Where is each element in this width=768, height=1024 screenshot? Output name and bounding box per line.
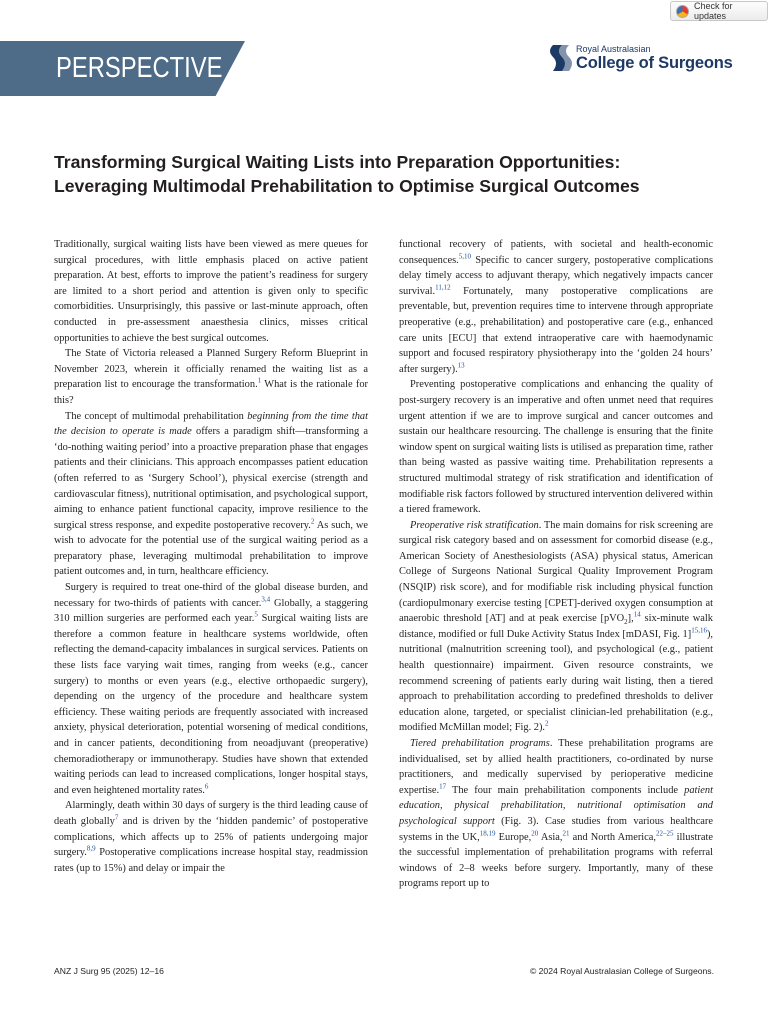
- right-column: [399, 237, 713, 892]
- article-title: [54, 150, 724, 198]
- logo-subtitle: Royal Australasian: [576, 44, 651, 54]
- citation-link[interactable]: 5,10: [458, 252, 471, 261]
- citation-link[interactable]: 14: [633, 610, 641, 619]
- citation-link[interactable]: 20: [531, 829, 539, 838]
- citation-link[interactable]: 2: [310, 517, 315, 526]
- citation-link[interactable]: 22–25: [656, 829, 674, 838]
- paragraph: Traditionally, surgical waiting lists have been viewed as mere queues for surgical procedures, with little emphasis placed on active patient preparation. At best, efforts to improve the patient’s readiness for surgery are limited to a short period and attention is given only to specific comorbidities. Unsurprisingly, this passive or last-minute approach, often conducted in pre-assessment anaesthesia clinics, misses critical opportunities to achieve the best surgical outcomes.: [54, 239, 368, 344]
- citation-link[interactable]: 8,9: [86, 844, 96, 853]
- section-label: PERSPECTIVE: [56, 52, 223, 84]
- paragraph: Surgery is required to treat one-third of the global disease burden, and necessary for two-thirds of patients with cancer.$^{3,4}$ Globally, a staggering 310 million surgeries are performed each year.$^5$ Surgical waiting lists are therefore a common feature in healthcare systems worldwide, often reflecting the demand-capacity imbalances in surgical services. Patients on these lists face varying wait times, ranging from weeks (e.g., cancer surgery) to months or even years (e.g., elective orthopaedic surgery), depending on the urgency of the procedure and healthcare system efficiency. These waiting periods are frequently associated with increased anxiety, physical deterioration, potential worsening of medical conditions, and in cancer patients, deconditioning from neoadjuvant (preoperative) chemoradiotherapy or immunotherapy. Studies have shown that extended waiting periods can lead to increased complications, longer hospital stays, and even heightened mortality rates.$^6$: [54, 582, 368, 796]
- citation-link[interactable]: 18,19: [479, 829, 496, 838]
- citation-link[interactable]: 11,12: [435, 283, 451, 292]
- paragraph: Preventing postoperative complications and enhancing the quality of post-surgery recovery is an imperative and often unmet need that requires urgent attention if we are to improve surgical and cancer outcomes and sustain our healthcare resourcing. The challenge is ensuring that the finite window spent on surgical waiting lists is utilised as preparation time, rather than being wasted as passive waiting time. Prehabilitation represents a structured multimodal strategy of risk stratification and identification of modifiable risk factors followed by structured intervention delivered within a tiered framework.: [399, 379, 713, 516]
- title-line-2: Leveraging Multimodal Prehabilitation to Optimise Surgical Outcomes: [54, 176, 640, 196]
- citation-link[interactable]: 13: [457, 361, 465, 370]
- paragraph: Alarmingly, death within 30 days of surgery is the third leading cause of death globally$^7$ and is driven by the ‘hidden pandemic’ of postoperative complications, which affects up to 25% of patients undergoing major surgery.$^{8,9}$ Postoperative complications increase hospital stay, readmission rates (up to 15%) and delay or impair the: [54, 800, 368, 874]
- journal-citation: ANZ J Surg 95 (2025) 12–16: [54, 966, 164, 976]
- left-column: [54, 237, 368, 876]
- crossmark-icon: [676, 5, 689, 18]
- copyright-notice: © 2024 Royal Australasian College of Surgeons.: [529, 966, 714, 976]
- citation-link[interactable]: 15,16: [691, 626, 707, 635]
- citation-link[interactable]: 3,4: [261, 595, 271, 604]
- title-line-1: Transforming Surgical Waiting Lists into Preparation Opportunities:: [54, 152, 621, 172]
- paragraph: The State of Victoria released a Planned Surgery Reform Blueprint in November 2023, wherein it officially renamed the waiting list as a preparation list to encourage the transformation.$^1$ What is the rationale for this?: [54, 348, 368, 406]
- check-for-updates-button[interactable]: [670, 1, 768, 21]
- citation-link[interactable]: 7: [114, 813, 119, 822]
- paragraph: functional recovery of patients, with societal and health-economic consequences.$^{5,10}$ Specific to cancer surgery, postoperative complications delay timely access to adjuvant therapy, which negatively impacts cancer survival.$^{11,12}$ Fortunately, many postoperative complications are preventable, but, prevention requires time to intervene through appropriate preoperative (e.g., prehabilitation) and postoperative care (e.g., enhanced care units [ECU] that extend intraoperative care with haemodynamic support and focused respiratory physiotherapy into the ‘golden 24 hours’ after surgery).$^{13}$: [399, 239, 713, 375]
- paragraph: Tiered prehabilitation programs. These prehabilitation programs are individualised, set by allied health practitioners, co-ordinated by nurse practitioners, and medically supervised by perioperative medicine expertise.$^{17}$ The four main prehabilitation components include patient education, physical prehabilitation, nutritional optimisation and psychological support (Fig. 3). Case studies from various healthcare systems in the UK,$^{18,19}$ Europe,$^{20}$ Asia,$^{21}$ and North America,$^{22-25}$ illustrate the successful implementation of prehabilitation programs with referral windows of 2–8 weeks before surgery. Importantly, many of these programs report up to: [399, 738, 714, 890]
- logo-title: College of Surgeons: [576, 54, 733, 72]
- citation-link[interactable]: 2: [545, 719, 549, 728]
- check-for-updates-label: Check for updates: [694, 1, 733, 21]
- citation-link[interactable]: 17: [439, 782, 447, 791]
- paragraph: The concept of multimodal prehabilitation beginning from the time that the decision to operate is made offers a paradigm shift—transforming a ‘do-nothing waiting period’ into a proactive preparation phase that engages patients and their clinicians. This approach encompasses patient education (often referred to as ‘Surgery School’), physical exercise (strength and cardiovascular fitness), nutritional optimisation, and psychological support, aiming to enhance patient functional capacity, improve resilience to the surgical stress response, and expedite postoperative recovery.$^2$ As such, we wish to advocate for the potential use of the surgical waiting period as a preparatory phase, leveraging multimodal prehabilitation to improve patient outcomes and, in turn, healthcare efficiency.: [54, 410, 368, 578]
- paragraph: Preoperative risk stratification. The main domains for risk screening are surgical risk category based and on assessment for comorbid disease (e.g., American Society of Anesthesiologists (ASA) physical status, American College of Surgeons National Surgical Quality Improvement Program (NSQIP) risk score), and for modifiable risk including physical function (cardiopulmonary exercise testing [CPET]-derived oxygen consumption at anaerobic threshold [AT] and at peak exercise [pVO$_2$],$^{14}$ six-minute walk distance, modified or full Duke Activity Status Index [mDASI, Fig. 1]$^{15,16}$), nutritional (malnutrition screening tool), and psychological (e.g., patient health questionnaire) impairment. Given resource constraints, we recommend screening of patients early during wait listing, then a tiered approach to prehabilitation according to predefined thresholds to deliver education alone, targeted, or specialist clinician-led prehabilitation (e.g., modified McMillan model; Fig. 2).$^2$: [399, 519, 713, 734]
- citation-link[interactable]: 5: [254, 610, 258, 619]
- racs-shield-icon: [550, 43, 572, 73]
- citation-link[interactable]: 21: [562, 829, 570, 838]
- citation-link[interactable]: 1: [257, 376, 262, 385]
- citation-link[interactable]: 6: [204, 782, 209, 791]
